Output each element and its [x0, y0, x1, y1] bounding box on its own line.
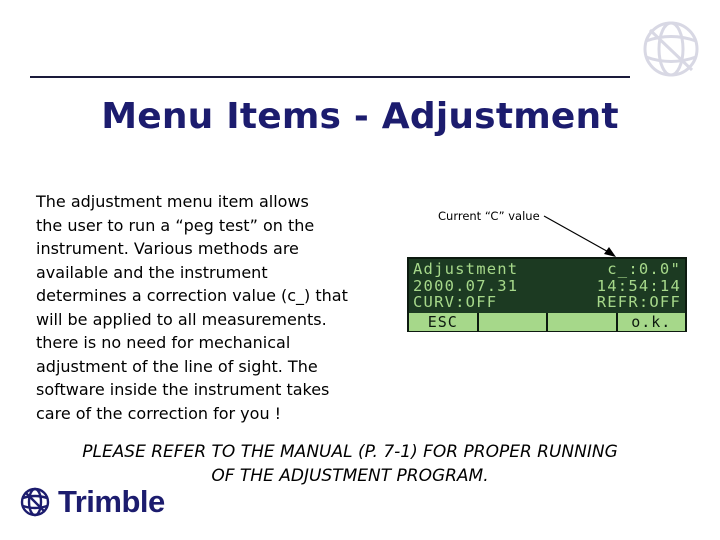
description-line: the user to run a “peg test” on the: [36, 215, 315, 235]
lcd-softkey-bar: [409, 313, 685, 331]
softkey-2[interactable]: [479, 313, 549, 331]
description-line: instrument. Various methods are: [36, 239, 299, 258]
description-line: available and the instrument: [36, 262, 268, 282]
manual-notice: [0, 440, 700, 488]
lcd-curvature: CURV:OFF: [413, 293, 498, 311]
trimble-logo: [18, 484, 165, 520]
lcd-time: 14:54:14: [596, 276, 681, 295]
description-line: software inside the instrument takes: [36, 380, 330, 399]
callout-label: Current “C” value: [438, 209, 540, 223]
lcd-date: 2000.07.31: [413, 276, 519, 295]
lcd-menu-title: Adjustment: [413, 260, 519, 278]
softkey-ok[interactable]: o.k.: [631, 312, 672, 331]
softkey-3[interactable]: [548, 313, 618, 331]
softkey-esc[interactable]: ESC: [409, 313, 479, 331]
trimble-globe-icon: [18, 485, 52, 519]
lcd-row: [413, 278, 681, 295]
slide-title: Menu Items - Adjustment: [101, 96, 619, 137]
notice-line: PLEASE REFER TO THE MANUAL (P. 7-1) FOR PROPER RUNNING: [82, 442, 618, 462]
header-divider: [30, 76, 630, 78]
lcd-row: [413, 261, 681, 278]
description-line: determines a correction value (c_) that: [36, 286, 348, 305]
instrument-lcd-screen: [407, 257, 687, 332]
description-line: adjustment of the line of sight. The: [36, 356, 318, 376]
lcd-refraction: REFR:OFF: [596, 293, 681, 311]
arrow-icon: [540, 212, 620, 262]
notice-line: OF THE ADJUSTMENT PROGRAM.: [211, 466, 489, 486]
description-line: care of the correction for you !: [36, 403, 282, 423]
description-line: will be applied to all measurements.: [36, 309, 327, 329]
description-line: The adjustment menu item allows: [36, 192, 309, 211]
globe-icon: [636, 14, 706, 84]
lcd-c-value: c_:0.0": [607, 260, 681, 278]
lcd-row: [413, 294, 681, 311]
description-text: [36, 190, 396, 425]
brand-name: Trimble: [58, 484, 165, 519]
description-line: there is no need for mechanical: [36, 333, 291, 352]
